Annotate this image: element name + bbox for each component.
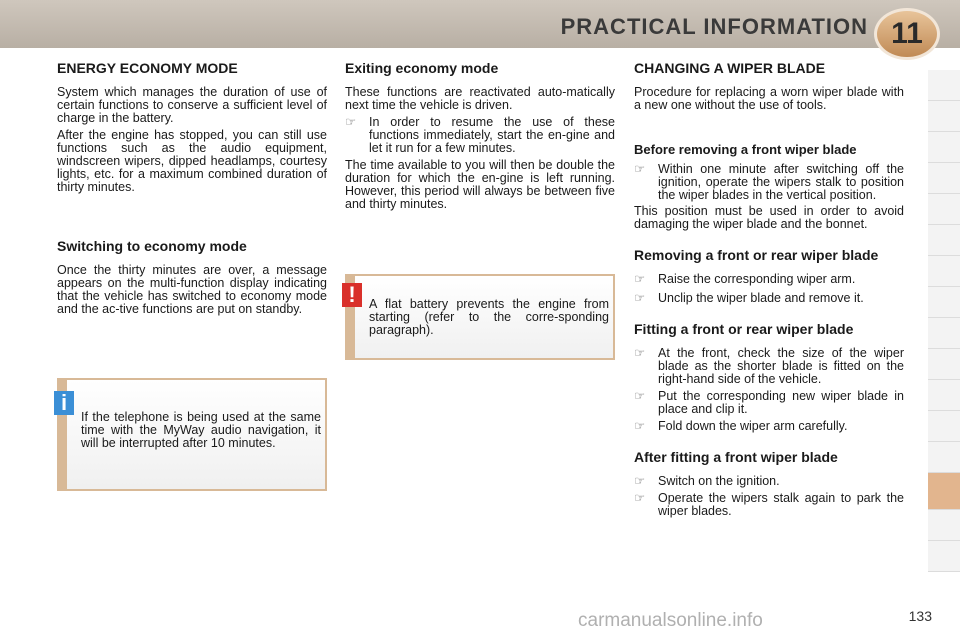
info-note [57, 378, 327, 491]
side-tab[interactable] [928, 194, 960, 225]
paragraph: After the engine has stopped, you can still use functions such as the audio equipment, windscreen wipers, dipped headlamps, courtesy lights, etc. for a maximum combined duration of thirty minutes. [57, 128, 327, 194]
hand-pointer-icon: ☞ [345, 115, 357, 129]
side-tab[interactable] [928, 256, 960, 287]
bullet-text: At the front, check the size of the wiper blade as the shorter blade is fitted on the right-hand side of the vehicle. [658, 346, 904, 386]
hand-pointer-icon: ☞ [634, 474, 646, 488]
bullet-text: Raise the corresponding wiper arm. [658, 272, 856, 286]
bullet-item [634, 492, 904, 518]
side-tab[interactable] [928, 287, 960, 318]
hand-pointer-icon: ☞ [634, 291, 646, 305]
bullet-item [634, 163, 904, 202]
side-tab[interactable] [928, 225, 960, 256]
watermark: carmanualsonline.info [578, 610, 763, 631]
heading-wiper-blade: CHANGING A WIPER BLADE [634, 60, 826, 76]
paragraph: This position must be used in order to avoid damaging the wiper blade and the bonnet. [634, 204, 904, 231]
page-header [0, 0, 960, 48]
warning-note [345, 274, 615, 360]
side-tab[interactable] [928, 132, 960, 163]
side-tab[interactable] [928, 541, 960, 572]
bullet-item [634, 347, 904, 386]
heading-energy-economy: ENERGY ECONOMY MODE [57, 60, 238, 76]
hand-pointer-icon: ☞ [634, 162, 646, 176]
hand-pointer-icon: ☞ [634, 389, 646, 403]
side-tabs [928, 70, 960, 575]
warning-note-text: A flat battery prevents the engine from starting (refer to the corre-sponding paragraph). [369, 297, 609, 337]
side-tab[interactable] [928, 163, 960, 194]
bullet-text: Put the corresponding new wiper blade in place and clip it. [658, 389, 904, 416]
side-tab[interactable] [928, 349, 960, 380]
bullet-text: Switch on the ignition. [658, 474, 780, 488]
bullet-item [634, 475, 904, 488]
info-icon: i [54, 391, 74, 415]
bullet-text: Unclip the wiper blade and remove it. [658, 291, 864, 305]
paragraph: Once the thirty minutes are over, a message appears on the multi-function display indicating that the vehicle has switched to economy mode and the ac-tive functions are put on standby. [57, 263, 327, 316]
subheading-fitting: Fitting a front or rear wiper blade [634, 321, 854, 337]
paragraph: The time available to you will then be double the duration for which the en-gine is left running. However, this period will always be between five and thirty minutes. [345, 158, 615, 211]
column-wiper-blade [634, 60, 904, 518]
paragraph: System which manages the duration of use of certain functions to conserve a sufficient level of charge in the battery. [57, 85, 327, 125]
bullet-text: In order to resume the use of these functions immediately, start the en-gine and let it run for a few minutes. [369, 115, 615, 155]
side-tab[interactable] [928, 510, 960, 541]
side-tab[interactable] [928, 318, 960, 349]
subheading-before-removing: Before removing a front wiper blade [634, 142, 857, 157]
bullet-item [634, 273, 904, 286]
page-number: 133 [908, 608, 932, 624]
warning-icon: ! [342, 283, 362, 307]
side-tab[interactable] [928, 380, 960, 411]
bullet-item [634, 390, 904, 416]
bullet-text: Operate the wipers stalk again to park the wiper blades. [658, 491, 904, 518]
side-tab[interactable] [928, 411, 960, 442]
bullet-item [345, 116, 615, 155]
hand-pointer-icon: ☞ [634, 491, 646, 505]
side-tab[interactable] [928, 101, 960, 132]
subheading-after-fitting: After fitting a front wiper blade [634, 449, 838, 465]
bullet-text: Within one minute after switching off the ignition, operate the wipers stalk to position the wiper blades in the vertical position. [658, 162, 904, 202]
bullet-item [634, 420, 904, 433]
chapter-badge: 11 [874, 8, 940, 60]
info-note-text: If the telephone is being used at the same time with the MyWay audio navigation, it will be interrupted after 10 minutes. [81, 410, 321, 450]
column-exiting-economy [345, 60, 615, 211]
bullet-item [634, 292, 904, 305]
heading-exiting-economy: Exiting economy mode [345, 60, 499, 76]
hand-pointer-icon: ☞ [634, 272, 646, 286]
hand-pointer-icon: ☞ [634, 346, 646, 360]
subheading-removing: Removing a front or rear wiper blade [634, 247, 879, 263]
side-tab[interactable] [928, 442, 960, 473]
side-tab-active[interactable] [928, 473, 960, 510]
paragraph: Procedure for replacing a worn wiper blade with a new one without the use of tools. [634, 85, 904, 112]
side-tab[interactable] [928, 70, 960, 101]
paragraph: These functions are reactivated auto-matically next time the vehicle is driven. [345, 85, 615, 112]
column-energy-economy [57, 60, 327, 316]
heading-switching-economy: Switching to economy mode [57, 238, 247, 254]
section-title: PRACTICAL INFORMATION [560, 14, 868, 39]
bullet-text: Fold down the wiper arm carefully. [658, 419, 848, 433]
hand-pointer-icon: ☞ [634, 419, 646, 433]
